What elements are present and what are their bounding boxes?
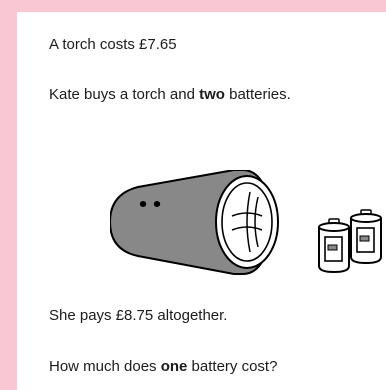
question-text-emphasis: one [160, 358, 188, 375]
purchase-text-end: batteries. [224, 86, 291, 103]
torch-icon [110, 170, 278, 274]
battery-icon [351, 210, 381, 263]
purchase-text-start: Kate buys a torch and [49, 86, 200, 103]
battery-icon [319, 219, 349, 272]
question-text-start: How much does [49, 358, 161, 375]
purchase-text [49, 86, 291, 104]
question-card [17, 12, 386, 390]
torch-and-batteries-illustration [110, 170, 386, 280]
purchase-text-emphasis: two [199, 86, 225, 103]
total-paid-text: She pays £8.75 altogether. [49, 307, 228, 324]
torch-cost-text: A torch costs £7.65 [49, 36, 177, 53]
question-text [49, 358, 277, 376]
question-text-end: battery cost? [187, 358, 278, 375]
